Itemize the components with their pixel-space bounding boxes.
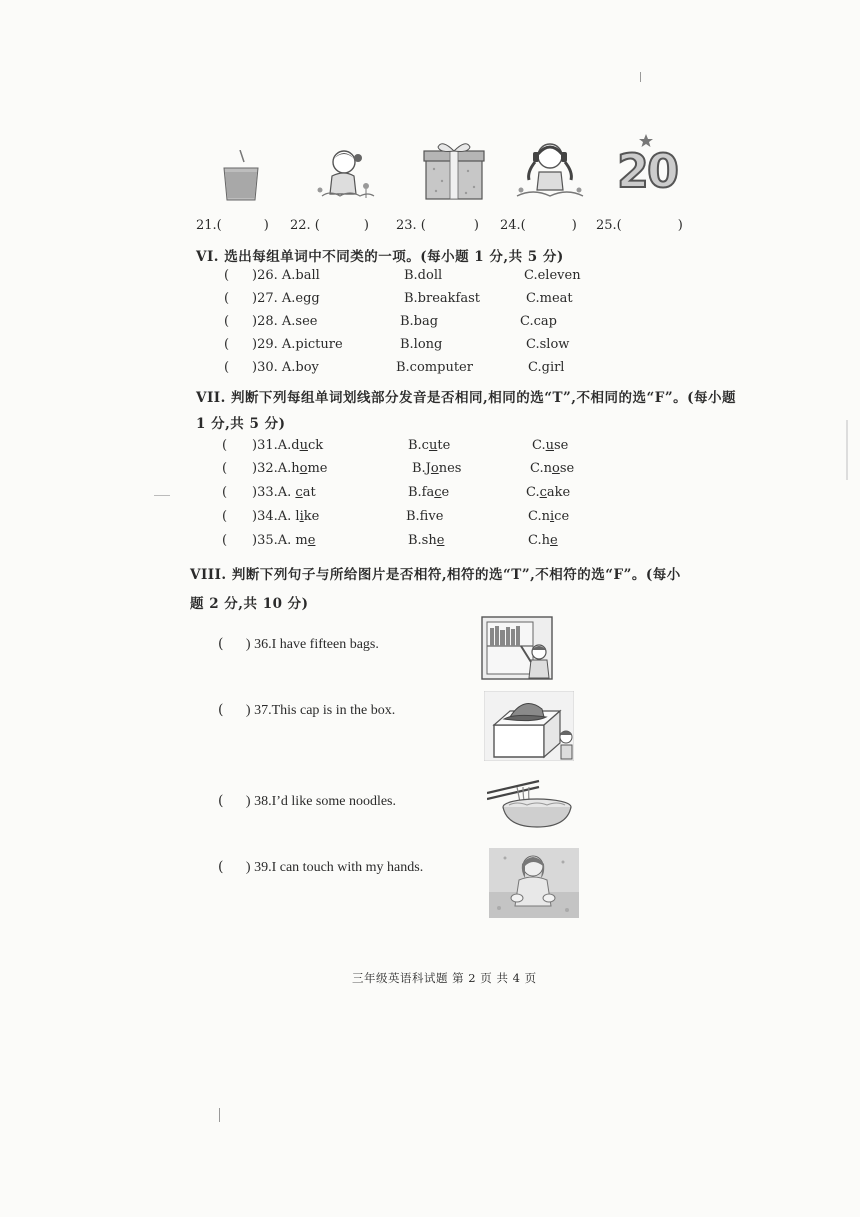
picture-answer-22: 22. ( ) (290, 218, 369, 233)
section-7-title-line-2: 1 分,共 5 分) (196, 416, 286, 432)
page-footer: 三年级英语科试题 第 2 页 共 4 页 (352, 971, 537, 985)
list-item: ( )30. A.boy B.computer C.girl (224, 360, 565, 375)
picture-answer-24: 24.( ) (500, 218, 577, 233)
sentence-38: ( ) 38.I’d like some noodles. (218, 793, 397, 809)
list-item: ( )33.A. cat B.face C.cake (222, 485, 571, 500)
sentence-36: ( ) 36.I have fifteen bags. (218, 636, 379, 652)
section-7-title-line-1: VII. 判断下列每组单词划线部分发音是否相同,相同的选“T”,不相同的选“F”。(每小题 (196, 390, 736, 406)
sentence-37: ( ) 37.This cap is in the box. (218, 702, 396, 718)
cap-on-box-picture (484, 691, 574, 761)
glass-picture (218, 150, 264, 202)
section-6-title: VI. 选出每组单词中不同类的一项。(每小题 1 分,共 5 分) (196, 249, 564, 265)
noodle-bowl-picture (487, 777, 573, 829)
list-item: ( )26. A.ball B.doll C.eleven (224, 268, 581, 283)
section-8-title-line-2: 题 2 分,共 10 分) (190, 596, 309, 612)
list-item: ( )29. A.picture B.long C.slow (224, 337, 570, 352)
sentence-39: ( ) 39.I can touch with my hands. (218, 859, 424, 875)
picture-answer-25: 25.( ) (596, 218, 683, 233)
list-item: ( )28. A.see B.bag C.cap (224, 314, 557, 329)
girl-hands-picture (489, 848, 579, 918)
picture-answer-23: 23. ( ) (396, 218, 479, 233)
girl-picking-flowers-picture (310, 146, 380, 202)
number-twenty: 20 (617, 144, 678, 198)
list-item: ( )27. A.egg B.breakfast C.meat (224, 291, 573, 306)
gift-box-picture (422, 141, 486, 201)
scan-speck (219, 1108, 220, 1122)
girl-with-headphones-picture (513, 138, 587, 202)
scan-speck (154, 495, 170, 496)
list-item: ( )32.A.home B.Jones C.nose (222, 461, 575, 476)
scan-speck (640, 72, 641, 82)
list-item: ( )35.A. me B.she C.he (222, 533, 558, 548)
list-item: ( )34.A. like B.fve C.nice (222, 509, 570, 524)
picture-answer-21: 21.( ) (196, 218, 269, 233)
bookshelf-boy-picture (481, 616, 553, 680)
list-item: ( )31.A.duck B.cute C.use (222, 438, 569, 453)
twenty-number-picture (617, 134, 681, 200)
scan-speck (846, 420, 848, 480)
section-8-title-line-1: VIII. 判断下列句子与所给图片是否相符,相符的选“T”,不相符的选“F”。(每小 (190, 567, 681, 583)
